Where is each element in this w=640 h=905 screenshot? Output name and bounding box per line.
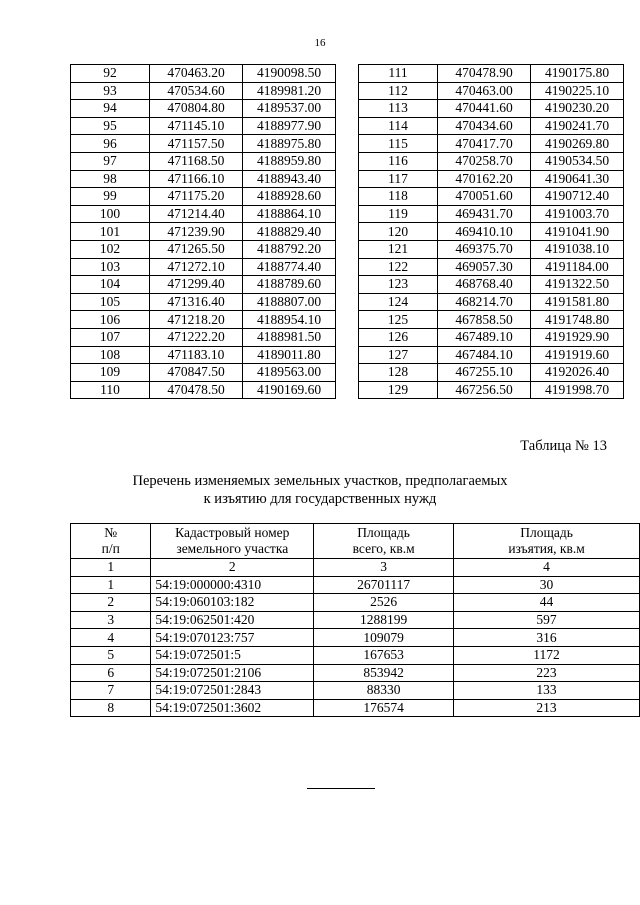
column-number: 1 [71,559,151,577]
header-cell-cadastre [151,524,314,559]
table-title [0,472,640,508]
coord-y: 4191581.80 [531,293,624,311]
coordinate-row [71,346,336,364]
cadastral-number: 54:19:062501:420 [151,611,314,629]
land-plots-table [70,523,640,717]
coordinate-row [359,258,624,276]
cadastral-number: 54:19:072501:5 [151,646,314,664]
coordinate-row [71,117,336,135]
seized-area: 30 [454,576,640,594]
table-title-line-2: к изъятию для государственных нужд [203,491,437,507]
coordinate-row [359,223,624,241]
total-area: 109079 [314,629,454,647]
row-number: 2 [71,594,151,612]
point-number: 99 [71,188,150,206]
header-text: Площадь [357,525,410,540]
coord-y: 4188774.40 [243,258,336,276]
header-text: Кадастровый номер [175,525,290,540]
table-row [71,646,640,664]
coord-x: 471222.20 [150,328,243,346]
row-number: 6 [71,664,151,682]
coordinate-row [359,205,624,223]
coordinate-row [71,276,336,294]
table-row [71,664,640,682]
point-number: 124 [359,293,438,311]
row-number: 5 [71,646,151,664]
coord-x: 469375.70 [438,240,531,258]
coord-x: 470478.50 [150,381,243,399]
coordinate-row [71,328,336,346]
total-area: 2526 [314,594,454,612]
coord-x: 467255.10 [438,364,531,382]
total-area: 853942 [314,664,454,682]
coordinates-table-right [358,64,624,399]
point-number: 121 [359,240,438,258]
coord-x: 470463.20 [150,65,243,83]
header-cell-total-area [314,524,454,559]
point-number: 118 [359,188,438,206]
header-text: земельного участка [176,541,289,556]
point-number: 114 [359,117,438,135]
point-number: 100 [71,205,150,223]
column-number-row [71,559,640,577]
coord-y: 4190225.10 [531,82,624,100]
coord-y: 4190241.70 [531,117,624,135]
coord-x: 471166.10 [150,170,243,188]
coordinate-row [71,205,336,223]
coord-y: 4188864.10 [243,205,336,223]
coord-y: 4191919.60 [531,346,624,364]
point-number: 107 [71,328,150,346]
coord-y: 4190712.40 [531,188,624,206]
coord-x: 471214.40 [150,205,243,223]
page-number: 16 [314,37,326,49]
coordinate-row [359,100,624,118]
coord-y: 4190534.50 [531,152,624,170]
header-cell-number [71,524,151,559]
point-number: 111 [359,65,438,83]
coord-x: 470441.60 [438,100,531,118]
header-text: п/п [101,541,120,556]
coordinate-row [359,188,624,206]
point-number: 94 [71,100,150,118]
table-title-line-1: Перечень изменяемых земельных участков, предполагаемых [132,473,508,489]
point-number: 117 [359,170,438,188]
coord-x: 471145.10 [150,117,243,135]
coord-y: 4190230.20 [531,100,624,118]
point-number: 96 [71,135,150,153]
row-number: 3 [71,611,151,629]
row-number: 4 [71,629,151,647]
column-number: 2 [151,559,314,577]
coord-x: 467484.10 [438,346,531,364]
coordinate-row [359,276,624,294]
coord-y: 4190175.80 [531,65,624,83]
coord-x: 470051.60 [438,188,531,206]
total-area: 167653 [314,646,454,664]
point-number: 129 [359,381,438,399]
coord-x: 468768.40 [438,276,531,294]
coord-x: 470534.60 [150,82,243,100]
cadastral-number: 54:19:060103:182 [151,594,314,612]
coord-y: 4191322.50 [531,276,624,294]
cadastral-number: 54:19:070123:757 [151,629,314,647]
coordinate-row [359,328,624,346]
point-number: 110 [71,381,150,399]
table-row [71,699,640,717]
coord-y: 4188928.60 [243,188,336,206]
footer-divider [307,788,375,789]
seized-area: 44 [454,594,640,612]
coord-y: 4190641.30 [531,170,624,188]
coord-y: 4191748.80 [531,311,624,329]
table-row [71,594,640,612]
seized-area: 597 [454,611,640,629]
coord-y: 4188792.20 [243,240,336,258]
row-number: 8 [71,699,151,717]
coord-x: 470804.80 [150,100,243,118]
coord-x: 467858.50 [438,311,531,329]
coord-y: 4188807.00 [243,293,336,311]
seized-area: 133 [454,682,640,700]
table-row [71,576,640,594]
point-number: 106 [71,311,150,329]
coordinate-row [359,311,624,329]
column-number: 4 [454,559,640,577]
total-area: 88330 [314,682,454,700]
coord-y: 4188943.40 [243,170,336,188]
point-number: 119 [359,205,438,223]
coord-x: 467489.10 [438,328,531,346]
coord-x: 471218.20 [150,311,243,329]
point-number: 123 [359,276,438,294]
coord-y: 4189537.00 [243,100,336,118]
coord-y: 4188981.50 [243,328,336,346]
point-number: 109 [71,364,150,382]
total-area: 176574 [314,699,454,717]
coordinate-row [71,240,336,258]
point-number: 116 [359,152,438,170]
point-number: 105 [71,293,150,311]
point-number: 120 [359,223,438,241]
coordinates-table-left [70,64,336,399]
point-number: 95 [71,117,150,135]
coord-y: 4188954.10 [243,311,336,329]
table-row [71,629,640,647]
point-number: 125 [359,311,438,329]
coord-x: 470162.20 [438,170,531,188]
seized-area: 223 [454,664,640,682]
coord-y: 4190169.60 [243,381,336,399]
coordinate-row [71,293,336,311]
point-number: 104 [71,276,150,294]
point-number: 113 [359,100,438,118]
coordinate-row [71,65,336,83]
coordinate-row [359,65,624,83]
coord-x: 471183.10 [150,346,243,364]
point-number: 92 [71,65,150,83]
coord-y: 4189011.80 [243,346,336,364]
coordinate-row [359,135,624,153]
coord-x: 470478.90 [438,65,531,83]
cadastral-number: 54:19:072501:2843 [151,682,314,700]
coord-x: 468214.70 [438,293,531,311]
coordinate-row [359,293,624,311]
point-number: 115 [359,135,438,153]
coordinate-row [359,82,624,100]
coord-x: 471265.50 [150,240,243,258]
coord-y: 4188959.80 [243,152,336,170]
point-number: 108 [71,346,150,364]
point-number: 128 [359,364,438,382]
cadastral-number: 54:19:000000:4310 [151,576,314,594]
coord-x: 471299.40 [150,276,243,294]
coordinate-row [71,135,336,153]
coord-x: 471157.50 [150,135,243,153]
header-text: изъятия, кв.м [508,541,585,556]
coord-y: 4191038.10 [531,240,624,258]
point-number: 103 [71,258,150,276]
column-number: 3 [314,559,454,577]
table-caption: Таблица № 13 [520,438,607,454]
seized-area: 1172 [454,646,640,664]
coordinate-row [359,117,624,135]
coord-y: 4188975.80 [243,135,336,153]
point-number: 101 [71,223,150,241]
coord-x: 470258.70 [438,152,531,170]
coord-x: 470463.00 [438,82,531,100]
coordinate-row [359,170,624,188]
header-text: № [104,525,118,540]
coord-y: 4190098.50 [243,65,336,83]
total-area: 1288199 [314,611,454,629]
coord-y: 4188789.60 [243,276,336,294]
coord-x: 470434.60 [438,117,531,135]
coordinate-row [71,311,336,329]
coord-y: 4188829.40 [243,223,336,241]
coordinate-row [359,346,624,364]
table-row [71,682,640,700]
coord-y: 4188977.90 [243,117,336,135]
coordinate-row [71,223,336,241]
point-number: 93 [71,82,150,100]
seized-area: 213 [454,699,640,717]
row-number: 1 [71,576,151,594]
coordinate-row [71,381,336,399]
coord-y: 4191998.70 [531,381,624,399]
coord-x: 467256.50 [438,381,531,399]
header-text: Площадь [520,525,573,540]
coord-x: 471239.90 [150,223,243,241]
coordinate-row [71,364,336,382]
coord-y: 4189981.20 [243,82,336,100]
coordinate-row [71,152,336,170]
coord-y: 4191003.70 [531,205,624,223]
cadastral-number: 54:19:072501:2106 [151,664,314,682]
coord-x: 470847.50 [150,364,243,382]
coord-y: 4191041.90 [531,223,624,241]
coordinate-row [359,381,624,399]
coordinate-row [359,240,624,258]
coord-x: 471316.40 [150,293,243,311]
point-number: 102 [71,240,150,258]
point-number: 97 [71,152,150,170]
row-number: 7 [71,682,151,700]
coord-y: 4190269.80 [531,135,624,153]
point-number: 112 [359,82,438,100]
coord-y: 4189563.00 [243,364,336,382]
coord-x: 471272.10 [150,258,243,276]
header-cell-seized-area [454,524,640,559]
coord-x: 469410.10 [438,223,531,241]
coordinate-row [71,170,336,188]
point-number: 127 [359,346,438,364]
header-text: всего, кв.м [352,541,415,556]
coord-x: 469431.70 [438,205,531,223]
coordinate-row [359,152,624,170]
coord-x: 469057.30 [438,258,531,276]
coordinate-row [359,364,624,382]
coordinate-row [71,82,336,100]
seized-area: 316 [454,629,640,647]
header-row [71,524,640,559]
coord-y: 4192026.40 [531,364,624,382]
coord-x: 471168.50 [150,152,243,170]
coord-x: 470417.70 [438,135,531,153]
coord-y: 4191929.90 [531,328,624,346]
coord-y: 4191184.00 [531,258,624,276]
coord-x: 471175.20 [150,188,243,206]
point-number: 126 [359,328,438,346]
total-area: 26701117 [314,576,454,594]
table-row [71,611,640,629]
coordinate-row [71,100,336,118]
point-number: 98 [71,170,150,188]
cadastral-number: 54:19:072501:3602 [151,699,314,717]
coordinate-row [71,188,336,206]
coordinate-row [71,258,336,276]
point-number: 122 [359,258,438,276]
